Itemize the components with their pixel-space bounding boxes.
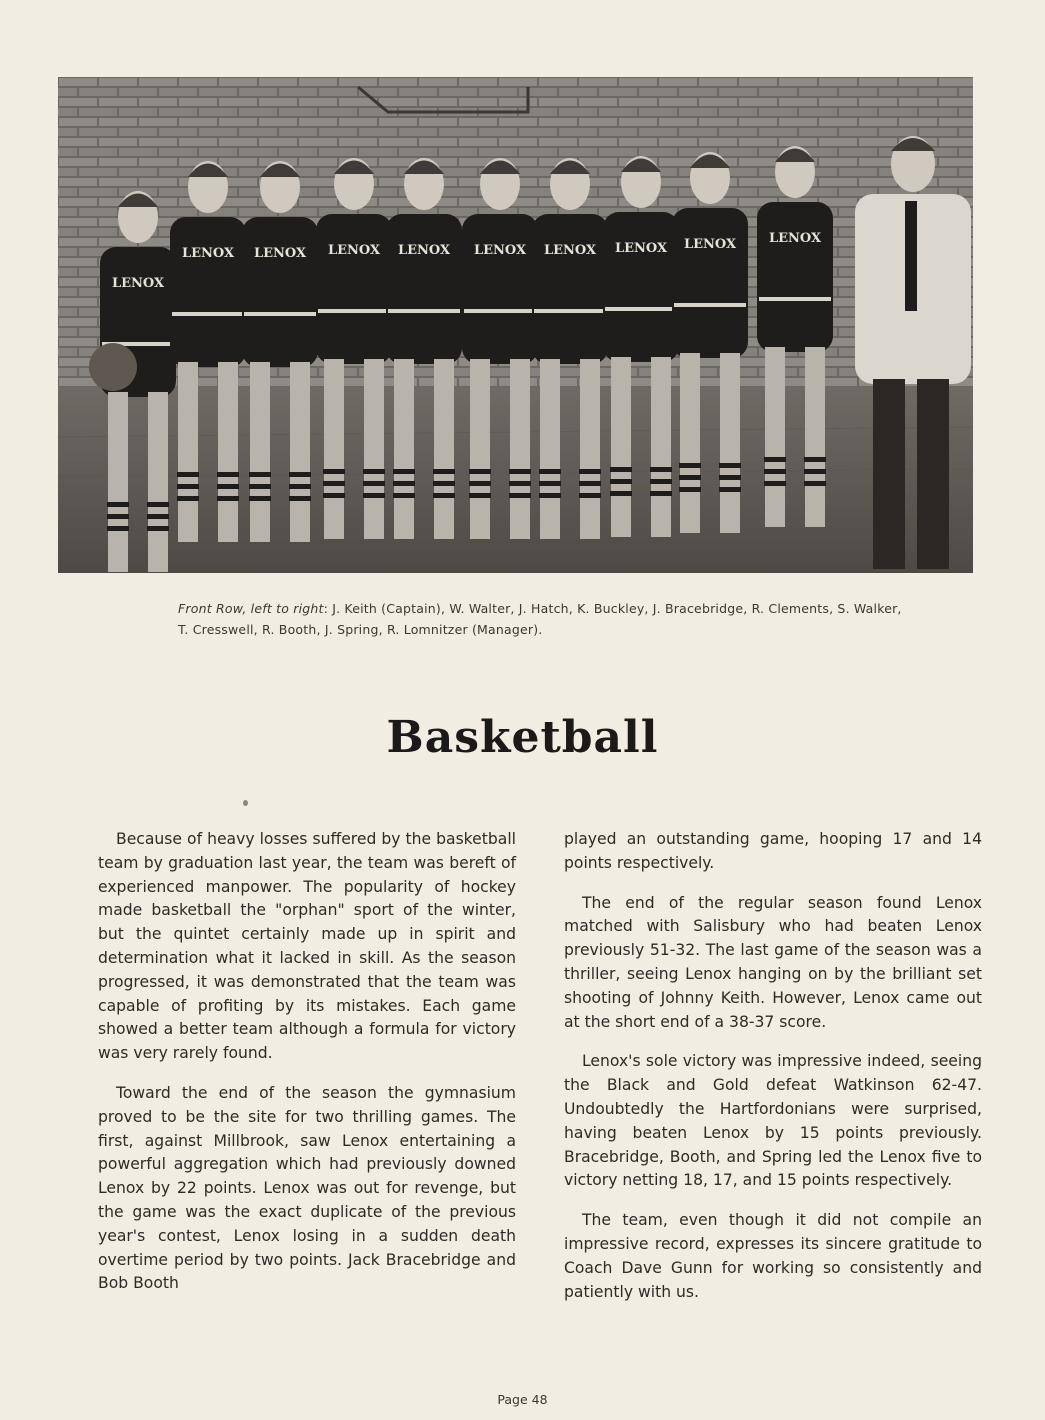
jersey-lettering: LENOX (253, 246, 307, 261)
basketball (89, 343, 137, 391)
article-column-left (98, 828, 516, 1312)
jersey-lettering: LENOX (327, 243, 381, 258)
jersey-lettering: LENOX (614, 241, 668, 256)
jersey-lettering: LENOX (768, 231, 822, 246)
article-paragraph: The end of the regular season found Lenox matched with Salisbury who had beaten Lenox previously 51-32. The last game of the season was a thriller, seeing Lenox hanging on by the brilliant set shooting of Johnny Keith. However, Lenox came out at the short end of a 38-37 score. (564, 893, 982, 1031)
jersey-lettering: LENOX (543, 243, 597, 258)
caption-names: : J. Keith (Captain), W. Walter, J. Hatch, K. Buckley, J. Bracebridge, R. Clements, S. Walker, T. Cresswell, R. Booth, J. Spring, R. Lomnitzer (Manager). (178, 601, 902, 637)
article-paragraph: Because of heavy losses suffered by the basketball team by graduation last year, the team was bereft of experienced manpower. The popularity of hockey made basketball the "orphan" sport of the winter, but the quintet certainly made up in spirit and determination what it lacked in skill. As the season progressed, it was demonstrated that the team was capable of profiting by its mistakes. Each game showed a better team although a formula for victory was very rarely found. (98, 830, 516, 1063)
page-number: Page 48 (497, 1392, 548, 1407)
article-paragraph: The team, even though it did not compile an impressive record, expresses its sincere gratitude to Coach Dave Gunn for working so consistently and patiently with us. (564, 1211, 982, 1301)
caption-lead: Front Row, left to right (178, 601, 324, 616)
team-photo-illustration (58, 77, 973, 573)
jersey-lettering: LENOX (683, 237, 737, 252)
jersey-lettering: LENOX (111, 276, 165, 291)
article-paragraph: played an outstanding game, hooping 17 and 14 points respectively. (564, 830, 982, 872)
photo-caption (178, 598, 908, 640)
article-title: Basketball (386, 712, 659, 763)
article-paragraph: Lenox's sole victory was impressive indeed, seeing the Black and Gold defeat Watkinson 62-47. Undoubtedly the Hartfordonians were surprised, having beaten Lenox by 15 points previously. Bracebridge, Booth, and Spring led the Lenox five to victory netting 18, 17, and 15 points respectively. (564, 1052, 982, 1190)
jersey-lettering: LENOX (473, 243, 527, 258)
ink-speck (243, 800, 248, 806)
team-photo (58, 77, 973, 573)
jersey-lettering: LENOX (397, 243, 451, 258)
article-paragraph: Toward the end of the season the gymnasium proved to be the site for two thrilling games. The first, against Millbrook, saw Lenox entertaining a powerful aggregation which had previously downed Lenox by 22 points. Lenox was out for revenge, but the game was the exact duplicate of the previous year's contest, Lenox losing in a sudden death overtime period by two points. Jack Bracebridge and Bob Booth (98, 1083, 516, 1293)
jersey-lettering: LENOX (181, 246, 235, 261)
article-column-right (564, 828, 982, 1320)
